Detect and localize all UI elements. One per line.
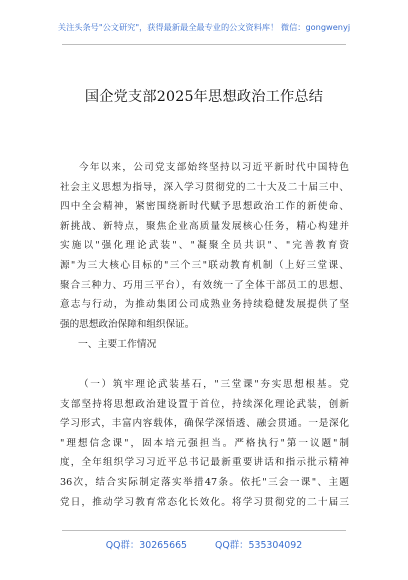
header-banner: 关注头条号"公文研究"，获得最新最全最专业的公文资料库！ 微信：gongwenyj [57, 22, 351, 32]
paragraph-line: 四中全会精神，紧密围绕新时代赋予思想政治工作的新使命、 [60, 201, 349, 213]
paragraph-line: 新挑战、新特点，聚焦企业高质量发展核心任务，精心构建并 [60, 220, 349, 232]
paragraph-line: 今年以来，公司党支部始终坚持以习近平新时代中国特色 [79, 162, 349, 173]
section-heading: 一、主要工作情况 [78, 339, 157, 350]
paragraph-line: 实施以"强化理论武装"、"凝聚全员共识"、"完善教育资 [60, 240, 349, 252]
section-one-paragraph [60, 375, 349, 512]
paragraph-line: "理想信念课"，固本培元强担当。严格执行"第一议题"制 [60, 437, 349, 449]
paragraph-line: 学习形式，丰富内容载体，确保学深悟透、融会贯通。一是深化 [60, 418, 349, 430]
header-divider [62, 44, 346, 45]
paragraph-line: 社会主义思想为指导，深入学习贯彻党的二十大及二十届三中、 [60, 181, 349, 193]
intro-paragraph [60, 158, 349, 334]
paragraph-line: 意志与行动，为推动集团公司成熟业务持续稳健发展提供了坚 [60, 299, 349, 311]
paragraph-line: 源"为三大核心目标的"三个三"联动教育机制（上好三堂课、 [60, 259, 349, 271]
paragraph-line: （一）筑牢理论武装基石，"三堂课"夯实思想根基。党 [79, 379, 349, 390]
paragraph-line: 强的思想政治保障和组织保证。 [60, 318, 195, 330]
paragraph-line: 36次，结合实际制定落实举措47条。依托"三会一课"、主题 [60, 476, 349, 488]
paragraph-line: 度，全年组织学习习近平总书记最新重要讲话和指示批示精神 [60, 457, 349, 469]
footer-contact [0, 537, 408, 551]
paragraph-line: 党日，推动学习教育常态化长效化。将学习贯彻党的二十届三 [60, 496, 349, 508]
qq-group-1: QQ群：30265665 [105, 540, 188, 551]
document-title: 国企党支部2025年思想政治工作总结 [84, 89, 324, 105]
paragraph-line: 支部坚持将思想政治建设置于首位，持续深化理论武装，创新 [60, 398, 349, 410]
qq-group-2: QQ群：535304092 [215, 540, 303, 551]
paragraph-line: 聚合三种力、巧用三平台），有效统一了全体干部员工的思想、 [60, 279, 349, 291]
footer-divider [62, 530, 346, 531]
